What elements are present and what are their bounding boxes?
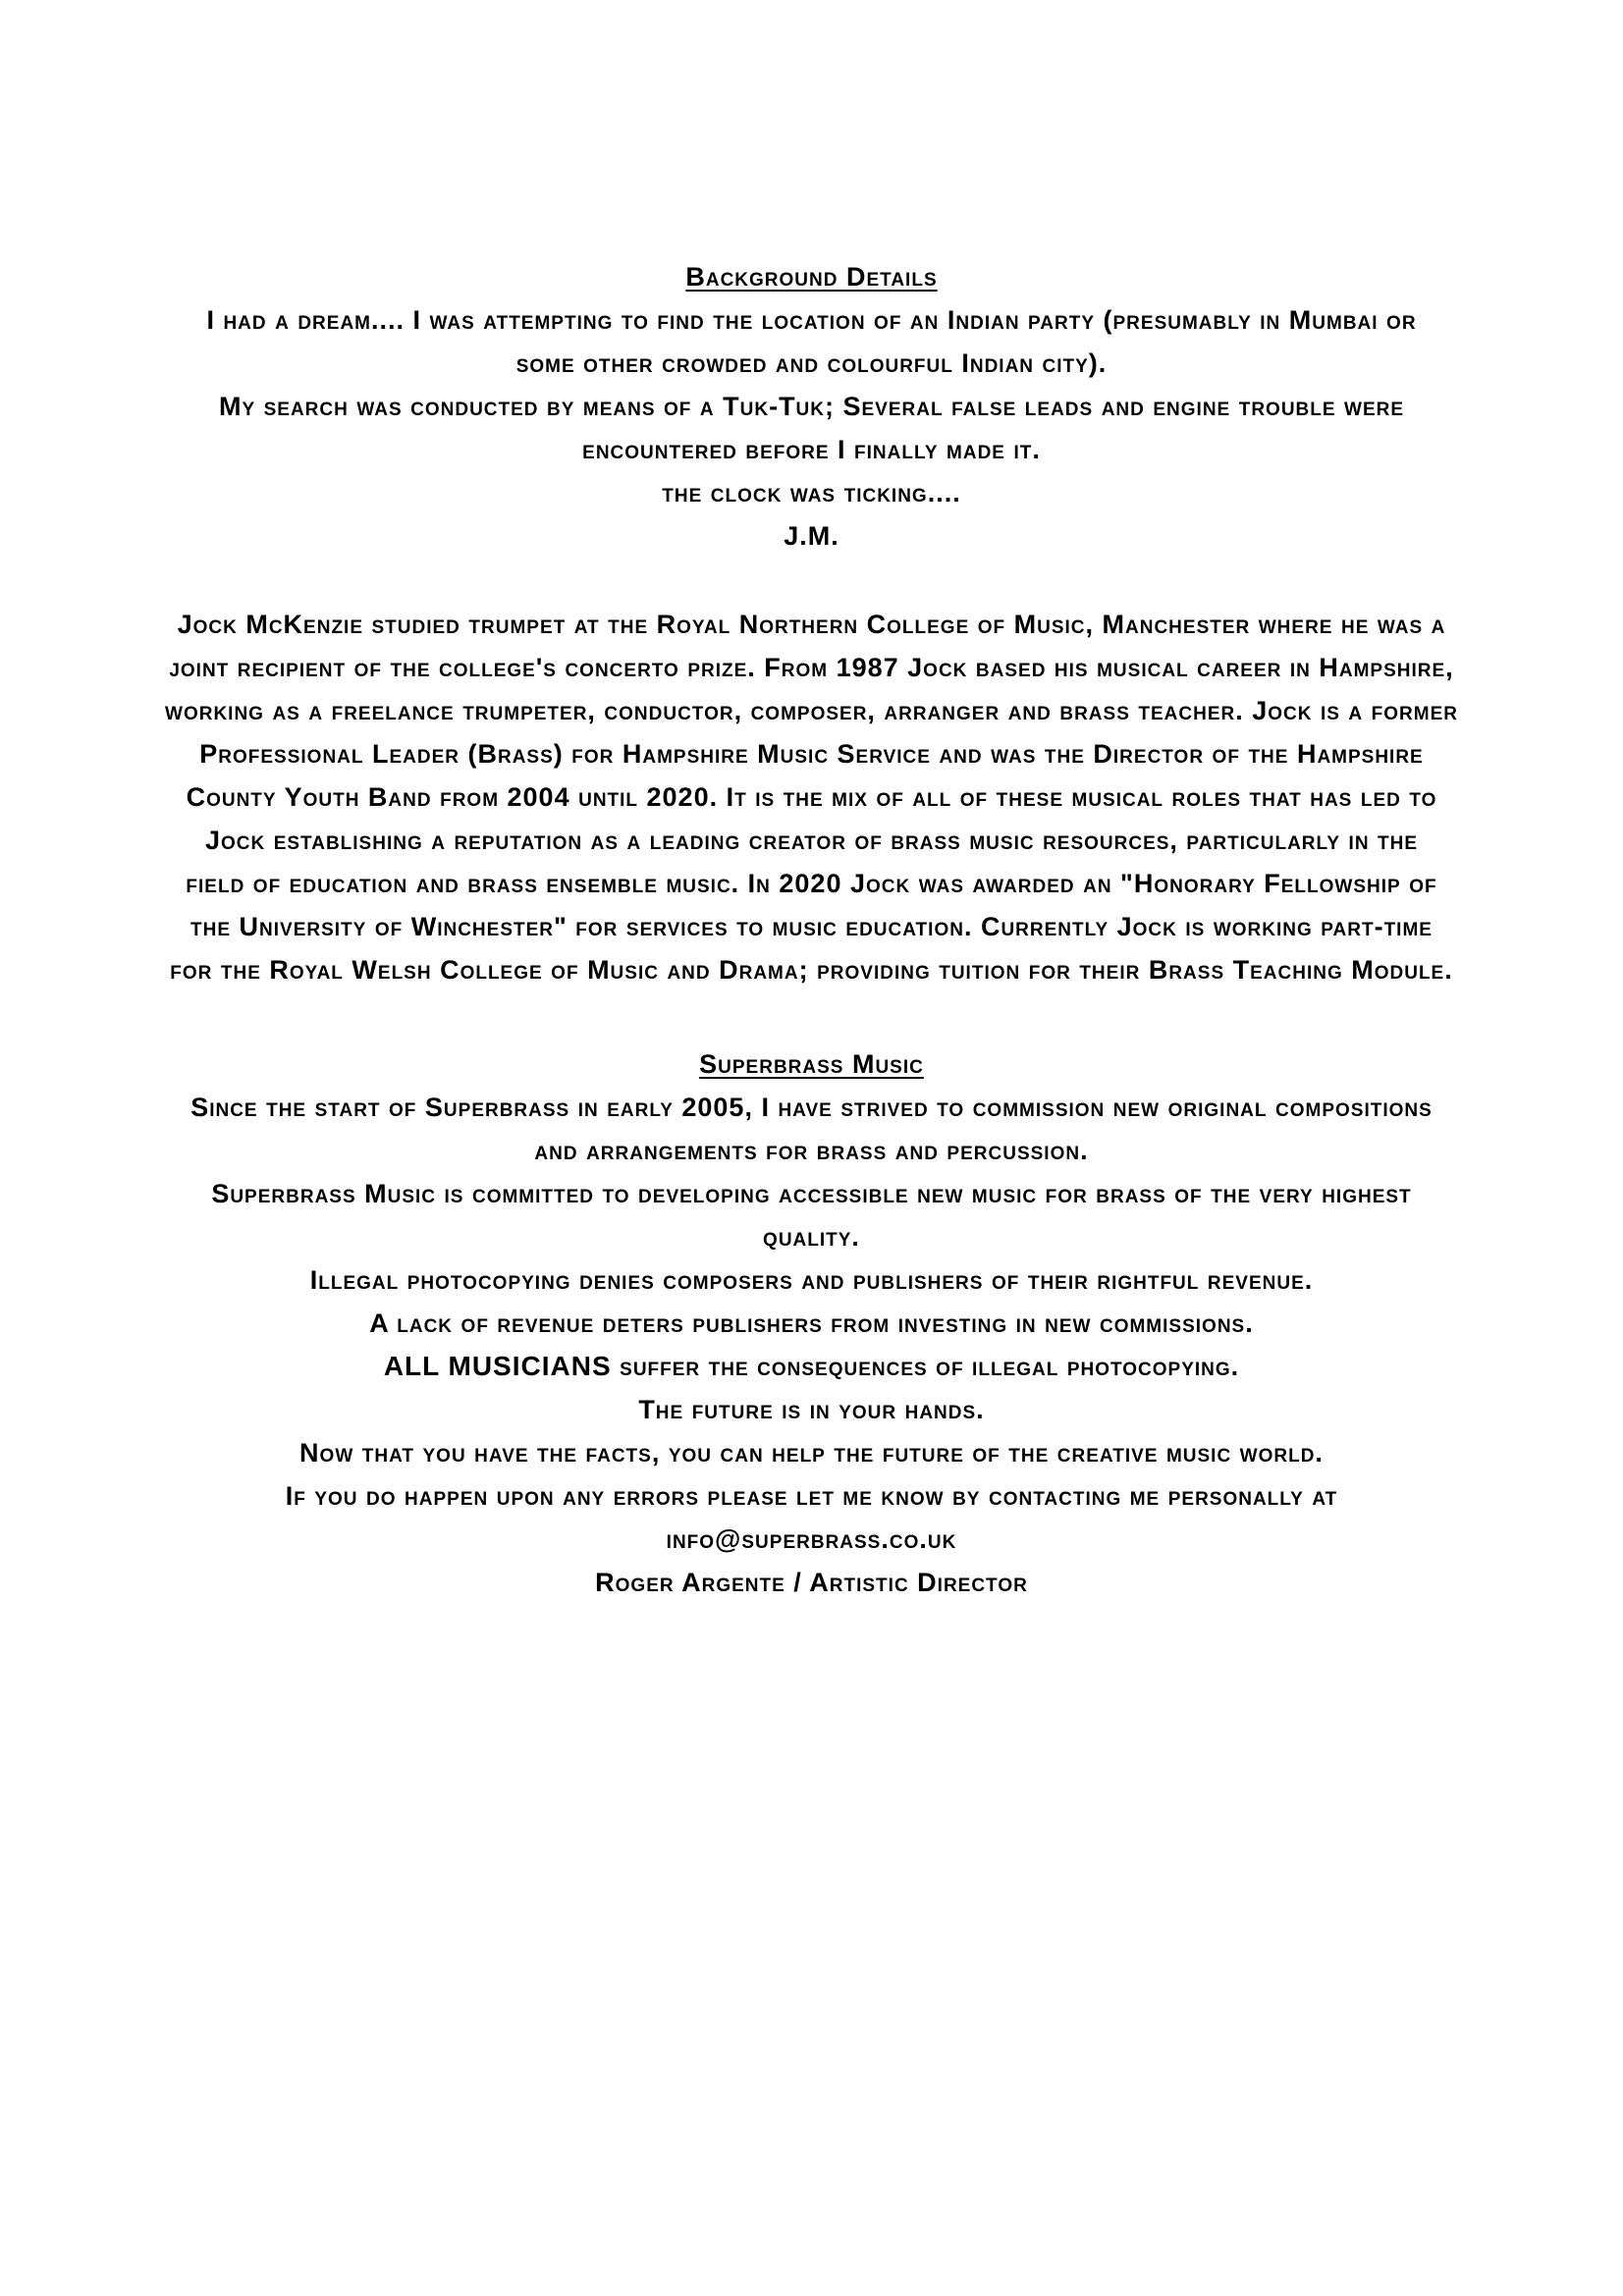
biography-line: the University of Winchester" for services to music education. Currently Jock is working part-time — [190, 912, 1433, 941]
background-line: I had a dream.... I was attempting to find the location of an Indian party (presumably in Mumbai or — [206, 305, 1417, 335]
consequences-text: suffer the consequences of illegal photocopying. — [611, 1352, 1240, 1381]
signature-line: Roger Argente / Artistic Director — [595, 1568, 1028, 1597]
biography-section — [137, 603, 1486, 991]
superbrass-line: A lack of revenue deters publishers from investing in new commissions. — [369, 1308, 1254, 1338]
background-line: the clock was ticking.... — [662, 478, 961, 507]
contact-email: info@superbrass.co.uk — [666, 1524, 957, 1554]
consequences-line — [137, 1345, 1486, 1388]
superbrass-line: If you do happen upon any errors please let me know by contacting me personally at — [285, 1481, 1338, 1511]
superbrass-line: Now that you have the facts, you can help the future of the creative music world. — [299, 1438, 1324, 1468]
biography-line: County Youth Band from 2004 until 2020. It is the mix of all of these musical roles that has led to — [186, 782, 1437, 812]
biography-line: Jock establishing a reputation as a leading creator of brass music resources, particularly in the — [204, 826, 1419, 855]
biography-line: working as a freelance trumpeter, conductor, composer, arranger and brass teacher. Jock is a former — [165, 696, 1458, 725]
superbrass-heading: Superbrass Music — [699, 1049, 924, 1079]
background-line: encountered before I finally made it. — [582, 435, 1041, 464]
superbrass-line: The future is in your hands. — [638, 1395, 985, 1424]
background-heading: Background Details — [685, 262, 938, 292]
superbrass-line: Illegal photocopying denies composers and publishers of their rightful revenue. — [309, 1265, 1314, 1295]
superbrass-line: Superbrass Music is committed to developing accessible new music for brass of the very highest — [211, 1179, 1412, 1208]
superbrass-line: Since the start of Superbrass in early 2005, I have strived to commission new original compositions — [190, 1093, 1433, 1122]
biography-line: joint recipient of the college's concerto prize. From 1987 Jock based his musical career in Hampshire, — [169, 653, 1454, 682]
background-signature: J.M. — [784, 521, 839, 551]
biography-line: Professional Leader (Brass) for Hampshire Music Service and was the Director of the Hampshire — [199, 739, 1424, 769]
background-line: My search was conducted by means of a Tuk-Tuk; Several false leads and engine trouble were — [218, 392, 1405, 421]
superbrass-line: quality. — [763, 1222, 860, 1252]
background-section — [137, 255, 1486, 558]
biography-line: field of education and brass ensemble music. In 2020 Jock was awarded an "Honorary Fellowship of — [186, 869, 1437, 898]
biography-line: Jock McKenzie studied trumpet at the Royal Northern College of Music, Manchester where he was a — [177, 610, 1446, 639]
superbrass-section — [137, 1042, 1486, 1604]
superbrass-line: and arrangements for brass and percussion. — [534, 1136, 1089, 1165]
all-musicians-emphasis: ALL MUSICIANS — [383, 1351, 612, 1381]
background-line: some other crowded and colourful Indian city). — [515, 348, 1108, 378]
biography-line: for the Royal Welsh College of Music and Drama; providing tuition for their Brass Teaching Module. — [170, 955, 1453, 985]
